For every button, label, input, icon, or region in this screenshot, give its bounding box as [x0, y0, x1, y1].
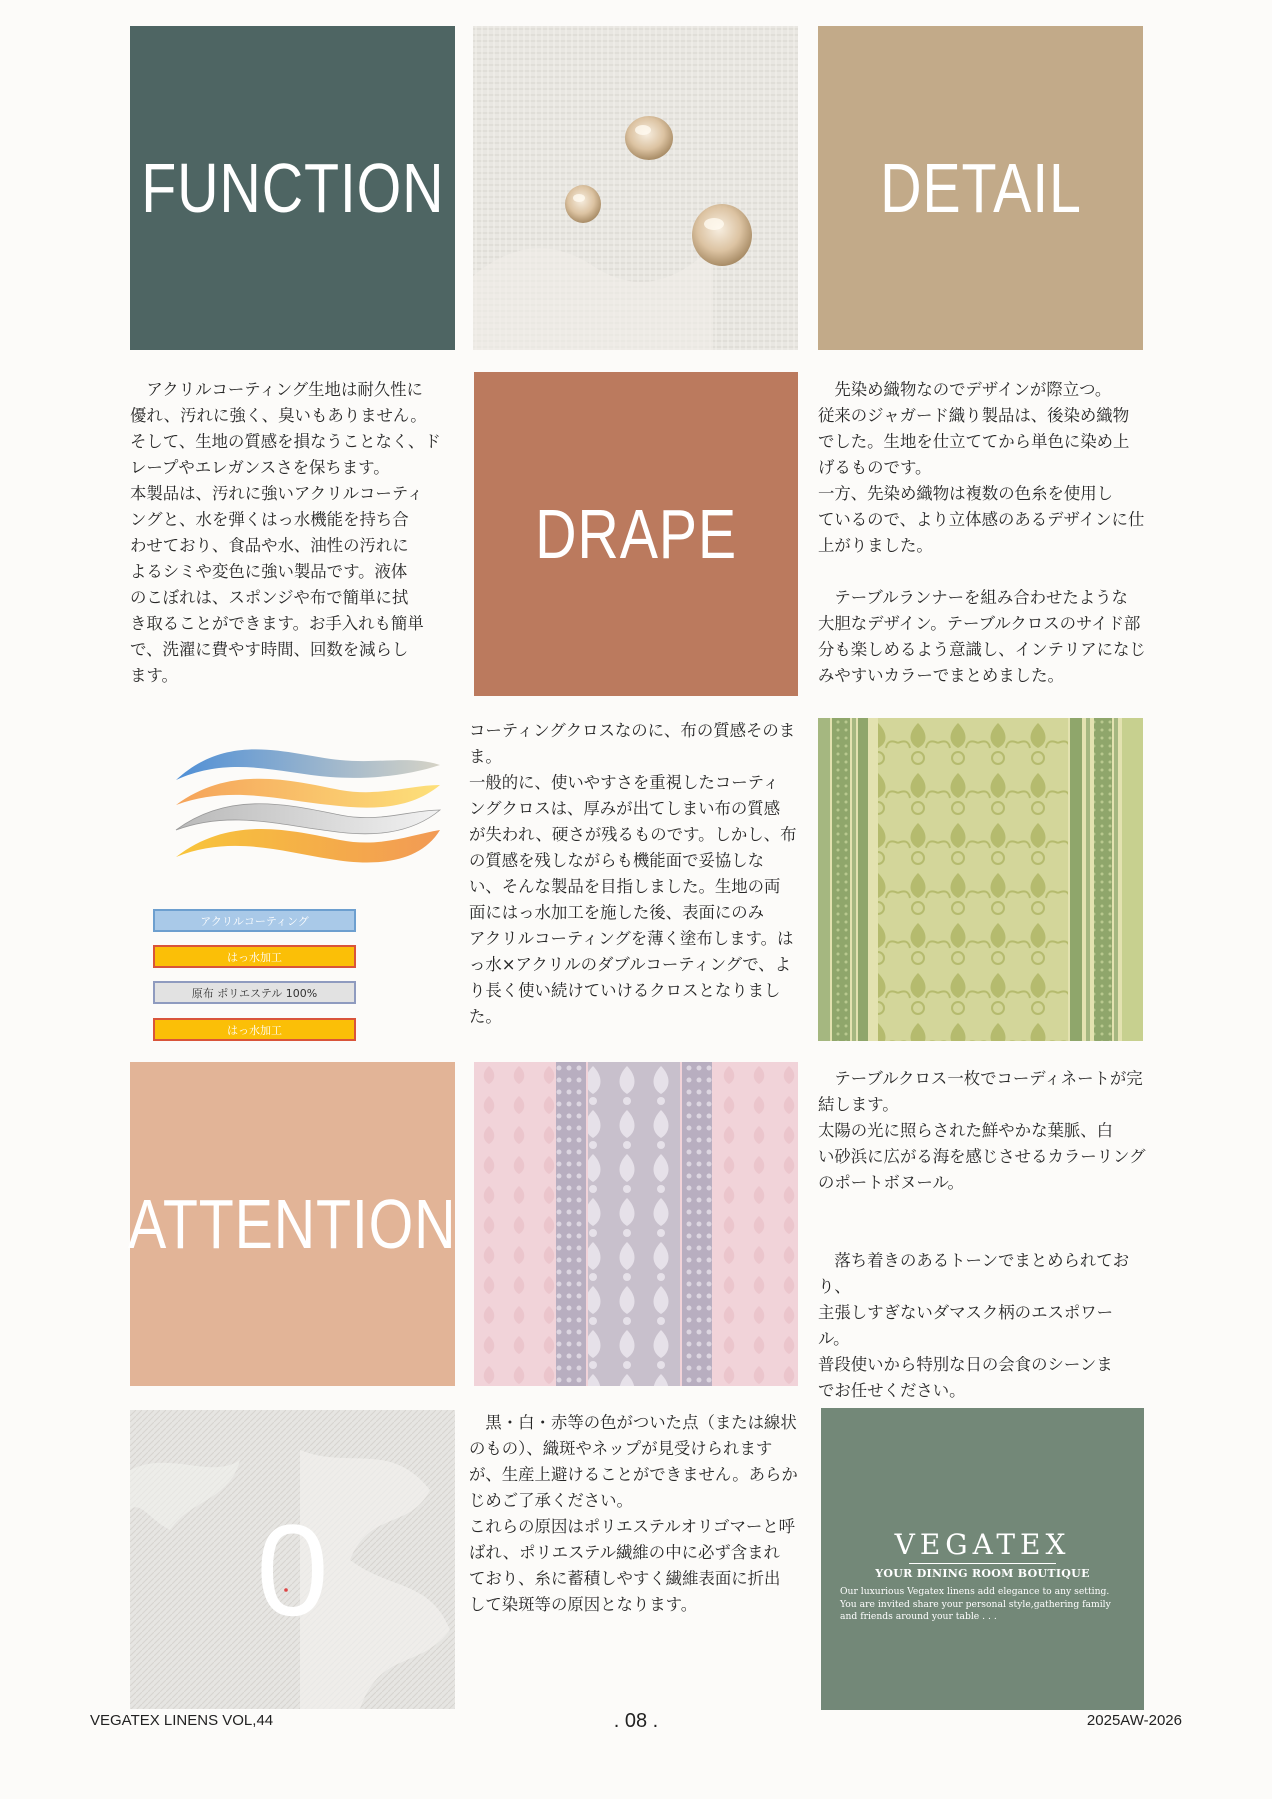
sample-digit: 0	[256, 1496, 329, 1643]
layer-label-water-repellent-bottom: はっ水加工	[153, 1018, 356, 1041]
footer-season: 2025AW-2026	[1086, 1712, 1182, 1729]
footer-publication: VEGATEX LINENS VOL,44	[90, 1712, 274, 1729]
detail-title: DETAIL	[879, 149, 1082, 227]
footer-page-number: . 08 .	[613, 1710, 659, 1732]
coordinate-text: テーブルクロス一枚でコーディネートが完 結します。 太陽の光に照らされた鮮やかな葉脈、白 い砂浜に広がる海を感じさせるカラーリング のポートボヌール。 落ち着きのあるトーンでまとめられており、 主張しすぎないダマスク柄のエスポワー ル。 普段使いから特別な日の会食のシーンま でお任せください。	[818, 1069, 1146, 1400]
drape-title: DRAPE	[535, 495, 737, 573]
attention-text: 黒・白・赤等の色がついた点（または線状 のもの）、織斑やネップが見受けられます が、生産上避けることができません。あらか じめご了承ください。 これらの原因はポリエステルオリゴマーと呼 ばれ、ポリエステル繊維の中に必ず含まれ ており、糸に蓄積しやすく繊維表面に折出 して染斑等の原因となります。	[469, 1413, 798, 1614]
pink-tablecloth-photo	[474, 1062, 798, 1386]
brand-name: VEGATEX	[894, 1528, 1071, 1561]
brand-divider	[909, 1563, 1056, 1564]
fabric-sample-photo	[130, 1410, 455, 1709]
drape-text: コーティングクロスなのに、布の質感そのま ま。 一般的に、使いやすさを重視したコーティ ングクロスは、厚みが出てしまい布の質感 が失われ、硬さが残るものです。しかし、布 の質感を残しながらも機能面で妥協しな い、そんな製品を目指しました。生地の両 面にはっ水加工を施した後、表面にのみ アクリルコーティングを薄く塗布します。は っ水×アクリルのダブルコーティングで、よ り長く使い続けていけるクロスとなりました。	[469, 721, 797, 1026]
layer-label-water-repellent-top: はっ水加工	[153, 945, 356, 968]
vegatex-brand-card	[821, 1408, 1144, 1710]
function-text: アクリルコーティング生地は耐久性に 優れ、汚れに強く、臭いもありません。 そして、生地の質感を損なうことなく、ド レープやエレガンスさを保ちます。 本製品は、汚れに強いアクリルコーティ ングと、水を弾くはっ水機能を持ち合 わせており、食品や水、油性の汚れに よるシミや変色に強い製品です。液体 のこぼれは、スポンジや布で簡単に拭 き取ることができます。お手入れも簡単 で、洗濯に費やす時間、回数を減らし ます。	[130, 380, 441, 685]
brand-desc-line-3: and friends around your table . . .	[840, 1611, 997, 1622]
green-tablecloth-photo	[818, 718, 1143, 1041]
layer-wave-diagram	[170, 735, 445, 875]
layer-label-acrylic: アクリルコーティング	[153, 909, 356, 932]
detail-text: 先染め織物なのでデザインが際立つ。 従来のジャガード織り製品は、後染め織物 でした。生地を仕立ててから単色に染め上 げるものです。 一方、先染め織物は複数の色糸を使用し ているので、より立体感のあるデザインに仕 上がりました。 テーブルランナーを組み合わせたような 大胆なデザイン。テーブルクロスのサイド部 分も楽しめるよう意識し、インテリアになじ みやすいカラーでまとめました。	[818, 380, 1146, 685]
layer-label-base-fabric: 原布 ポリエステル 100%	[153, 981, 356, 1004]
brand-tagline: YOUR DINING ROOM BOUTIQUE	[875, 1567, 1090, 1580]
function-title: FUNCTION	[140, 149, 445, 227]
attention-block	[130, 1062, 455, 1386]
detail-block	[818, 26, 1143, 350]
water-droplet-photo	[473, 26, 798, 350]
drape-block	[474, 372, 798, 696]
attention-title: ATTENTION	[128, 1185, 457, 1263]
brand-desc-line-1: Our luxurious Vegatex linens add elegance to any setting.	[840, 1586, 1110, 1597]
function-block	[130, 26, 455, 350]
brand-desc-line-2: You are invited share your personal style,gathering family	[840, 1599, 1111, 1610]
